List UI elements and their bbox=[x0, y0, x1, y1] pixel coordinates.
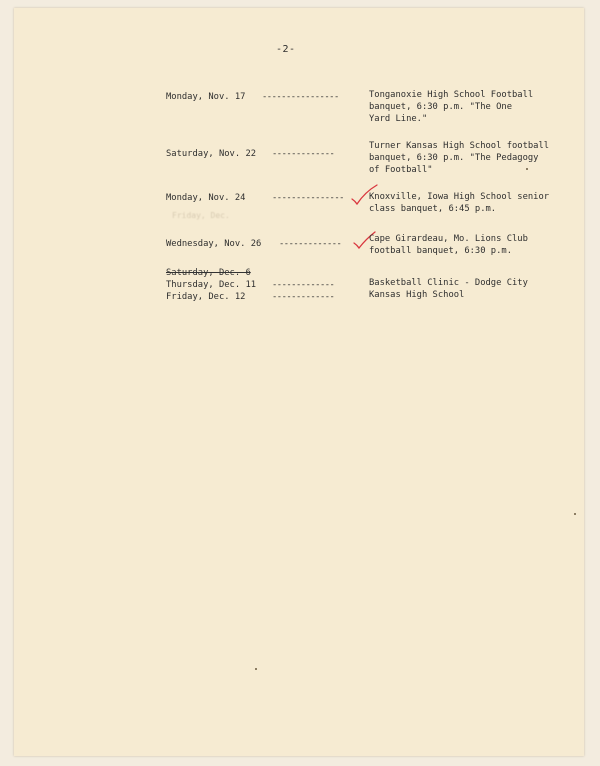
leader-dashes: --------------- bbox=[272, 193, 344, 203]
entry-description-line: of Football" bbox=[369, 165, 433, 175]
entry-description-line: Cape Girardeau, Mo. Lions Club bbox=[369, 234, 528, 244]
leader-dashes: ------------- bbox=[272, 292, 335, 302]
entry-description-line: Basketball Clinic - Dodge City bbox=[369, 278, 528, 288]
entry-description-line: class banquet, 6:45 p.m. bbox=[369, 204, 497, 214]
document-page bbox=[14, 8, 584, 756]
entry-description-line: Knoxville, Iowa High School senior bbox=[369, 192, 550, 202]
entry-date: Saturday, Nov. 22 bbox=[166, 149, 257, 159]
paper-speck bbox=[526, 168, 528, 170]
entry-date-struck: Saturday, Dec. 6 bbox=[166, 268, 251, 278]
entry-date: Monday, Nov. 17 bbox=[166, 92, 246, 102]
show-through-text: Friday, Dec. bbox=[172, 211, 230, 220]
entry-description-line: banquet, 6:30 p.m. "The Pedagogy bbox=[369, 153, 539, 163]
paper-speck bbox=[255, 668, 257, 670]
entry-date: Wednesday, Nov. 26 bbox=[166, 239, 262, 249]
entry-description-line: football banquet, 6:30 p.m. bbox=[369, 246, 512, 256]
entry-description-line: Turner Kansas High School football bbox=[369, 141, 550, 151]
page-number: -2- bbox=[276, 44, 296, 55]
entry-date: Monday, Nov. 24 bbox=[166, 193, 246, 203]
leader-dashes: ---------------- bbox=[262, 92, 339, 102]
entry-description-line: Yard Line." bbox=[369, 114, 428, 124]
entry-description-line: banquet, 6:30 p.m. "The One bbox=[369, 102, 512, 112]
entry-description-line: Tonganoxie High School Football bbox=[369, 90, 534, 100]
leader-dashes: ------------- bbox=[272, 280, 335, 290]
leader-dashes: ------------- bbox=[279, 239, 342, 249]
paper-speck bbox=[574, 513, 576, 515]
entry-date: Thursday, Dec. 11 bbox=[166, 280, 257, 290]
entry-description-line: Kansas High School bbox=[369, 290, 465, 300]
leader-dashes: ------------- bbox=[272, 149, 335, 159]
entry-date: Friday, Dec. 12 bbox=[166, 292, 246, 302]
